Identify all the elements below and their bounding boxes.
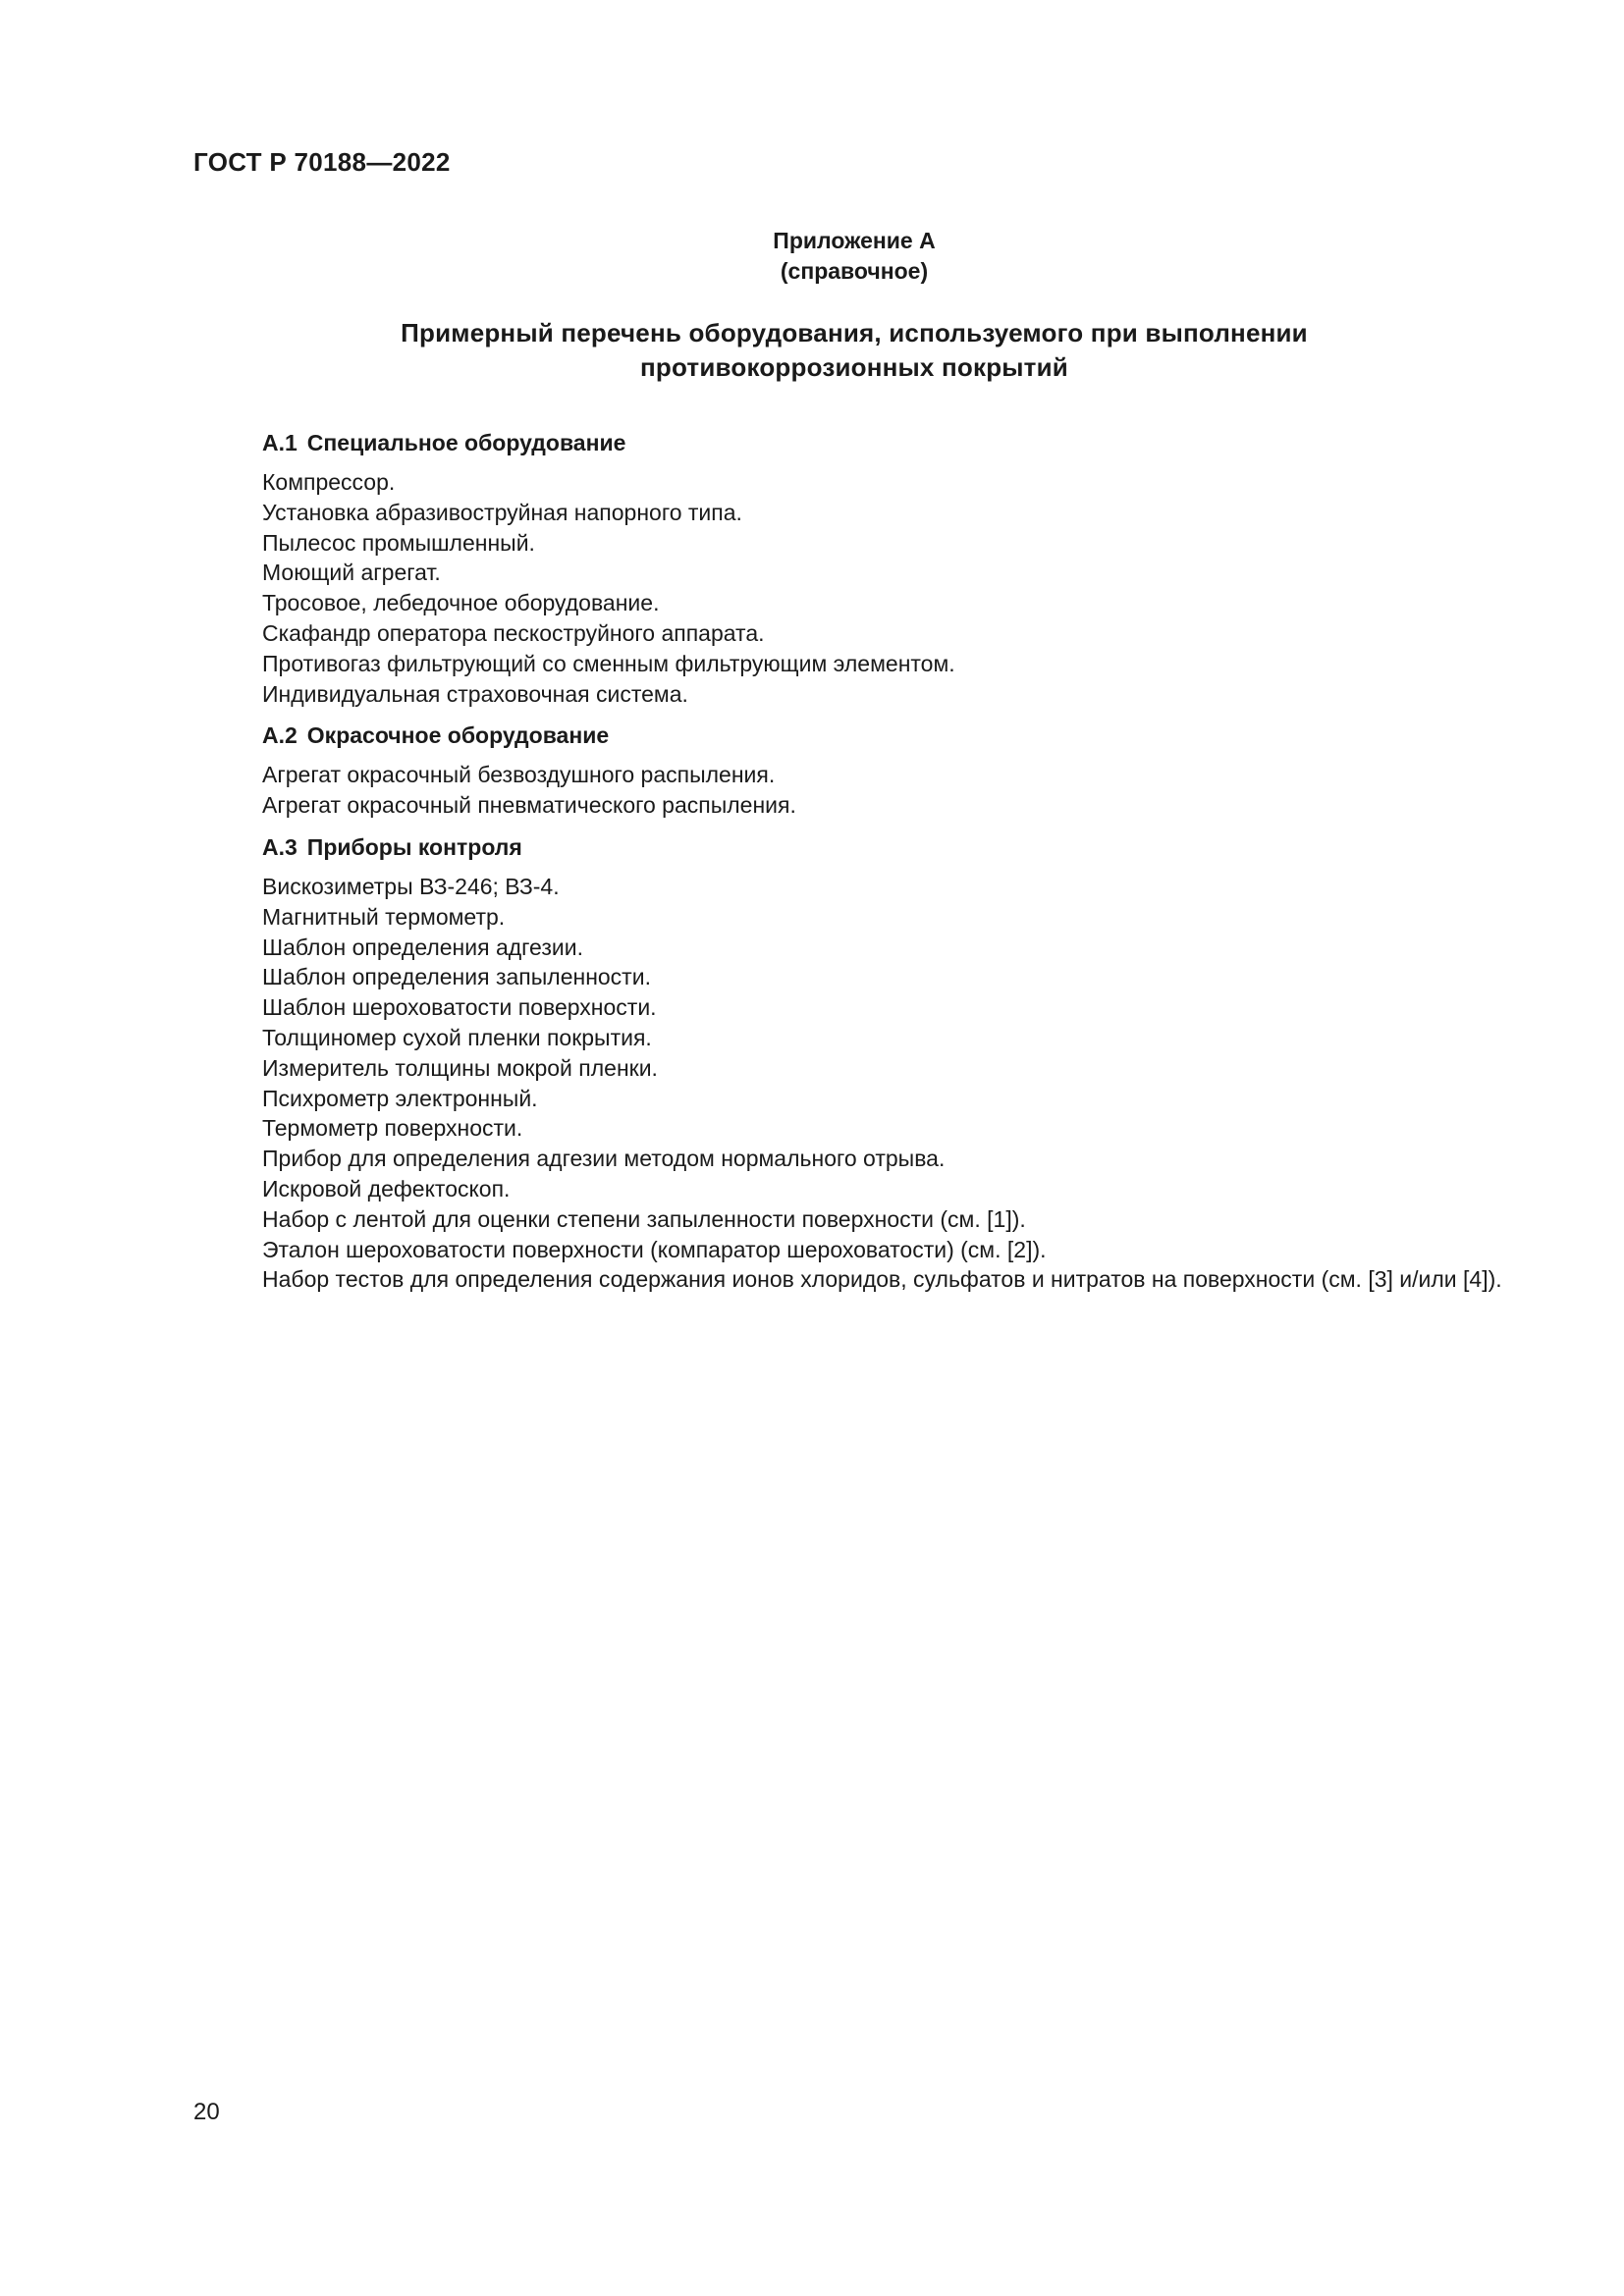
section-a2 [193,721,1509,821]
section-heading [193,832,1509,862]
section-title: Окрасочное оборудование [306,722,610,749]
list-item: Компрессор. [262,469,396,495]
section-number: А.3 [262,833,298,860]
appendix-title-line-1: Примерный перечень оборудования, используемого при выполнении [401,318,1308,347]
list-item: Термометр поверхности. [262,1115,523,1142]
section-title: Специальное оборудование [306,430,626,455]
appendix-title-line-2: противокоррозионных покрытий [640,352,1068,382]
list-item: Измеритель толщины мокрой пленки. [262,1054,658,1081]
list-item: Шаблон определения запыленности. [262,964,651,990]
list-item: Набор тестов для определения содержания ионов хлоридов, сульфатов и нитратов на поверхности (см. [3] и/или [4]). [262,1266,1502,1293]
list-item: Магнитный термометр. [262,903,506,930]
section-title: Приборы контроля [306,833,522,860]
appendix-type: (справочное) [780,258,929,284]
section-heading [193,428,1509,457]
list-item: Прибор для определения адгезии методом нормального отрыва. [262,1146,946,1172]
list-item: Шаблон определения адгезии. [262,934,583,960]
section-number: А.2 [262,722,298,749]
page-number: 20 [193,2099,220,2125]
section-number: А.1 [262,430,298,455]
item-list [193,872,1509,1295]
list-item: Противогаз фильтрующий со сменным фильтрующим элементом. [262,650,955,676]
section-heading [193,721,1509,750]
list-item: Индивидуальная страховочная система. [262,680,688,707]
list-item: Моющий агрегат. [262,560,441,586]
list-item: Пылесос промышленный. [262,529,535,556]
list-item: Агрегат окрасочный пневматического распыления. [262,792,796,819]
list-item: Набор с лентой для оценки степени запыленности поверхности (см. [1]). [262,1205,1026,1232]
list-item: Агрегат окрасочный безвоздушного распыления. [262,762,776,788]
list-item: Шаблон шероховатости поверхности. [262,994,657,1021]
section-a3 [193,832,1509,1295]
document-code: ГОСТ Р 70188—2022 [193,147,451,177]
appendix-content [193,428,1509,1295]
list-item: Установка абразивоструйная напорного типа. [262,499,742,525]
list-item: Психрометр электронный. [262,1085,538,1111]
appendix-label: Приложение А [773,228,936,253]
item-list [193,760,1509,821]
list-item: Тросовое, лебедочное оборудование. [262,590,660,616]
list-item: Искровой дефектоскоп. [262,1175,511,1201]
list-item: Толщиномер сухой пленки покрытия. [262,1024,652,1050]
item-list [193,467,1509,709]
list-item: Скафандр оператора пескоструйного аппарата. [262,619,765,646]
list-item: Эталон шероховатости поверхности (компаратор шероховатости) (см. [2]). [262,1236,1047,1262]
section-a1 [193,428,1509,709]
list-item: Вискозиметры ВЗ-246; ВЗ-4. [262,873,560,899]
